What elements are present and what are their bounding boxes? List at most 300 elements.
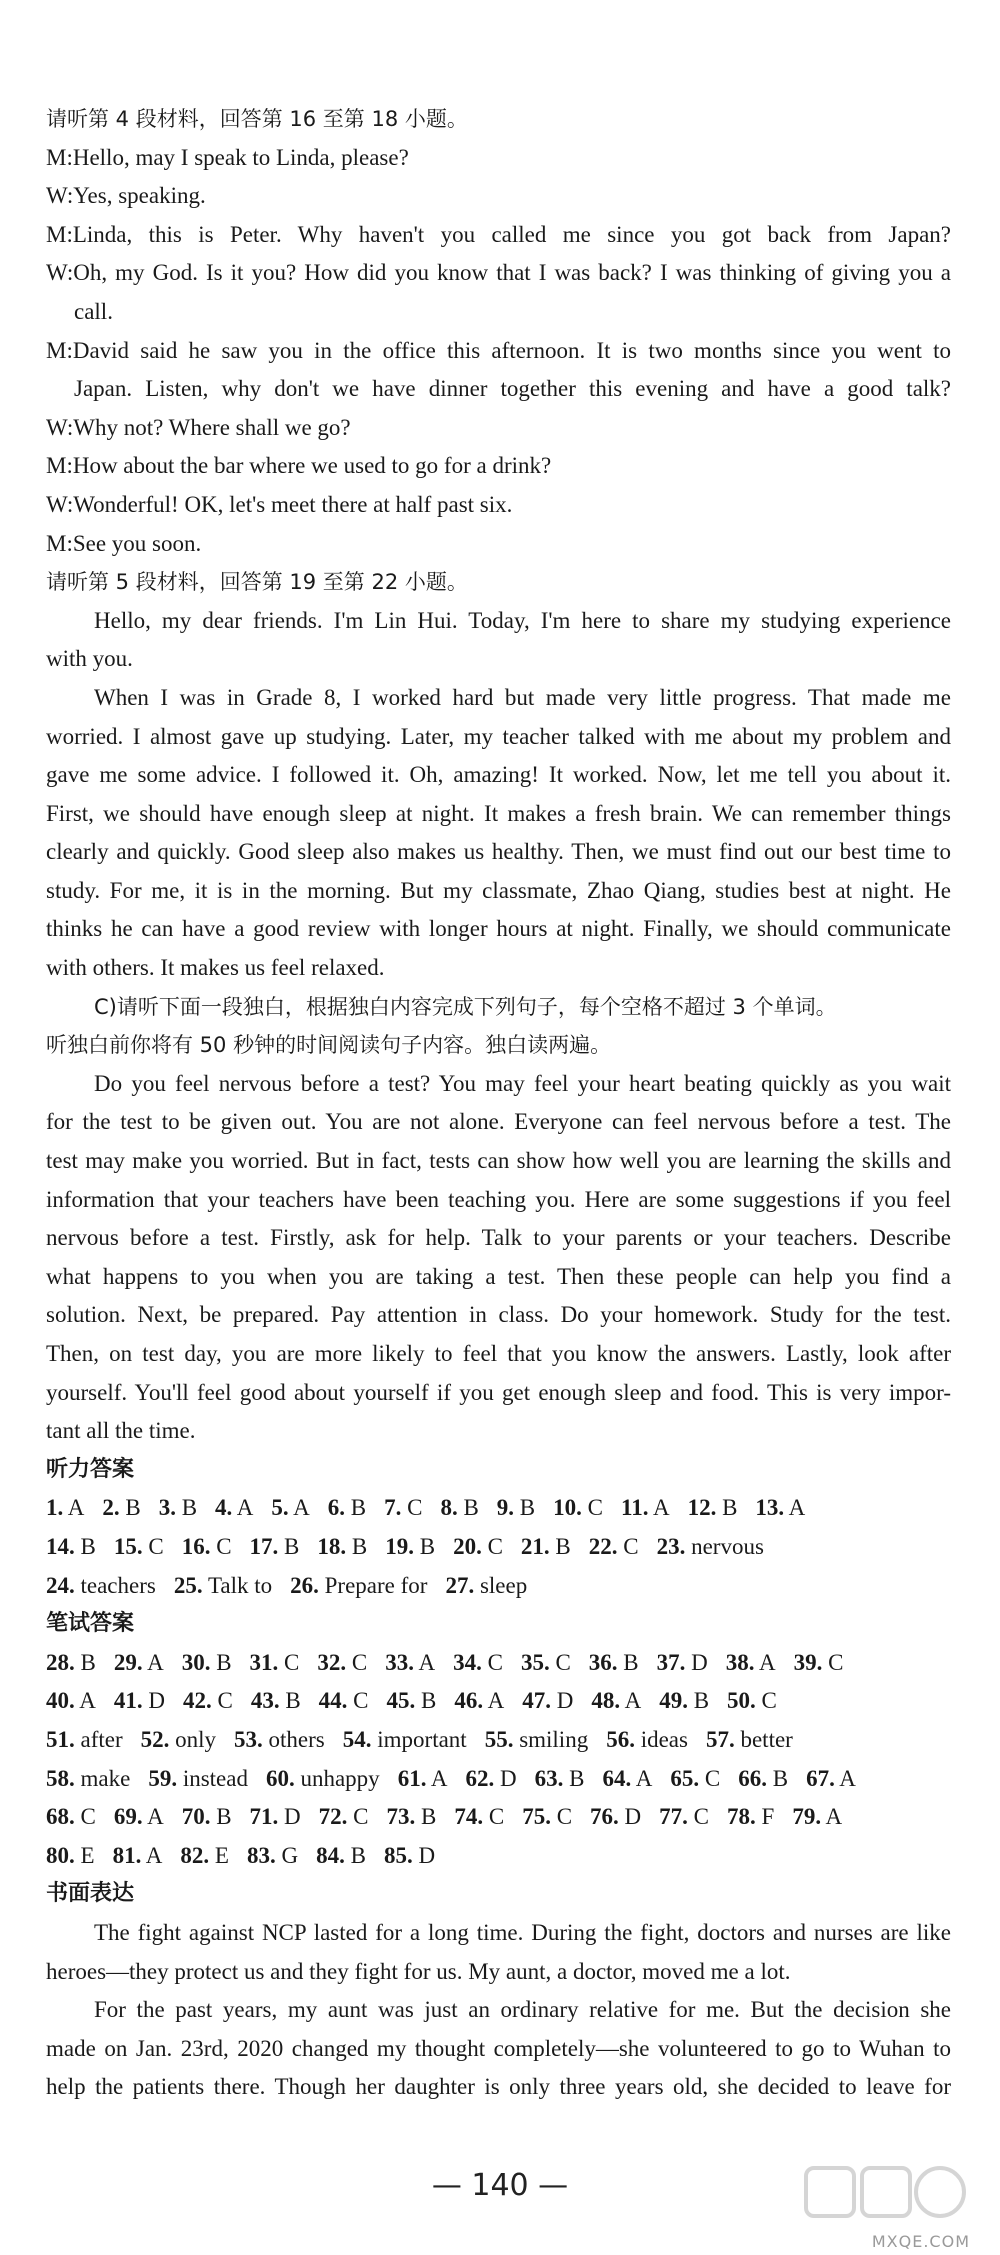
answer-item xyxy=(387,1798,437,1837)
answer-number: 4. xyxy=(215,1495,233,1521)
answer-row xyxy=(46,1760,951,1799)
answer-item xyxy=(316,1837,366,1876)
answer-number: 56. xyxy=(606,1726,635,1752)
passage-line: with others. It makes us feel relaxed. xyxy=(46,955,385,981)
answer-number: 28. xyxy=(46,1649,75,1675)
answer-number: 46. xyxy=(454,1688,484,1714)
answer-value: unhappy xyxy=(300,1765,380,1791)
answer-value: B xyxy=(350,1842,366,1868)
answer-value: B xyxy=(519,1495,536,1521)
answer-value: B xyxy=(216,1804,232,1830)
answer-number: 65. xyxy=(670,1765,700,1791)
answer-number: 41. xyxy=(113,1688,143,1714)
passage-line: with you. xyxy=(46,646,133,672)
answer-value: A xyxy=(788,1495,806,1521)
answer-value: D xyxy=(556,1688,574,1714)
answer-item xyxy=(46,1721,123,1760)
answer-item xyxy=(114,1798,164,1837)
answer-number: 85. xyxy=(383,1842,413,1868)
answer-value: C xyxy=(148,1533,164,1559)
answer-value: C xyxy=(587,1495,603,1521)
passage-line: For the past years, my aunt was just an ordinary relative for me. But the decision she xyxy=(94,1997,951,2023)
answer-number: 44. xyxy=(318,1688,348,1714)
answer-item xyxy=(250,1528,300,1567)
answer-value: B xyxy=(284,1533,300,1559)
answer-number: 67. xyxy=(806,1765,835,1791)
answer-number: 59. xyxy=(148,1765,178,1791)
answer-number: 39. xyxy=(793,1649,823,1675)
answer-number: 51. xyxy=(46,1726,75,1752)
answer-value: B xyxy=(125,1495,141,1521)
answer-item xyxy=(521,1644,571,1683)
passage-line: nervous before a test. Firstly, ask for help. Talk to your parents or your teachers. Describe xyxy=(46,1225,951,1251)
answer-item xyxy=(247,1837,298,1876)
answer-item xyxy=(250,1644,300,1683)
answer-number: 66. xyxy=(738,1765,767,1791)
dialogue-line: M:Linda, this is Peter. Why haven't you called me since you got back from Japan? xyxy=(46,221,951,247)
answer-number: 70. xyxy=(181,1804,211,1830)
answer-value: C xyxy=(353,1688,369,1714)
answer-value: C xyxy=(828,1649,844,1675)
answer-number: 40. xyxy=(46,1688,75,1714)
passage-line: clearly and quickly. Good sleep also makes us healthy. Then, we must find out our best time to xyxy=(46,839,951,865)
answer-value: A xyxy=(430,1765,448,1791)
answer-number: 77. xyxy=(659,1804,688,1830)
answer-item xyxy=(522,1682,573,1721)
answer-number: 79. xyxy=(792,1804,822,1830)
dialogue-line: M:David said he saw you in the office this afternoon. It is two months since you went to xyxy=(46,337,951,363)
answer-value: D xyxy=(148,1688,165,1714)
answer-item xyxy=(148,1760,248,1799)
passage-line: First, we should have enough sleep at night. It makes a fresh brain. We can remember things xyxy=(46,800,951,826)
answer-item xyxy=(46,1682,96,1721)
answer-value: A xyxy=(418,1649,436,1675)
answer-value: C xyxy=(487,1533,503,1559)
answer-value: A xyxy=(487,1688,505,1714)
listening-answers-heading: 听力答案 xyxy=(46,1456,135,1482)
answer-number: 84. xyxy=(316,1842,345,1868)
answer-value: A xyxy=(652,1495,670,1521)
answer-number: 81. xyxy=(112,1842,142,1868)
answer-value: A xyxy=(758,1649,776,1675)
answer-item xyxy=(792,1798,842,1837)
answer-item xyxy=(114,1644,164,1683)
answer-number: 82. xyxy=(180,1842,210,1868)
answer-value: A xyxy=(147,1804,164,1830)
answer-item xyxy=(384,1837,435,1876)
answer-number: 19. xyxy=(385,1533,414,1559)
answer-value: D xyxy=(691,1649,708,1675)
passage-line: When I was in Grade 8, I worked hard but made very little progress. That made me xyxy=(94,684,951,710)
answer-item xyxy=(497,1489,535,1528)
answer-item xyxy=(317,1644,367,1683)
answer-value: C xyxy=(704,1765,721,1791)
passage-line: solution. Next, be prepared. Pay attention in class. Do your homework. Study for the test. xyxy=(46,1302,951,1328)
passage-line: yourself. You'll feel good about yourself if you get enough sleep and food. This is very impor- xyxy=(46,1379,951,1405)
answer-value: E xyxy=(80,1842,95,1868)
answer-number: 34. xyxy=(453,1649,482,1675)
answer-item xyxy=(102,1489,140,1528)
answer-item xyxy=(46,1760,130,1799)
answer-item xyxy=(806,1760,856,1799)
answer-number: 53. xyxy=(234,1726,263,1752)
answer-number: 37. xyxy=(656,1649,686,1675)
answer-item xyxy=(738,1760,788,1799)
answer-number: 43. xyxy=(250,1688,280,1714)
answer-value: G xyxy=(281,1842,299,1868)
answer-number: 6. xyxy=(327,1495,346,1521)
answer-number: 69. xyxy=(113,1804,143,1830)
answer-number: 9. xyxy=(496,1495,515,1521)
answer-row xyxy=(46,1528,951,1567)
answer-row xyxy=(46,1682,951,1721)
answer-item xyxy=(251,1682,301,1721)
answer-value: B xyxy=(463,1495,479,1521)
answer-item xyxy=(46,1567,156,1606)
dialogue-line: W:Why not? Where shall we go? xyxy=(46,414,351,440)
answer-value: C xyxy=(555,1649,571,1675)
passage-line: gave me some advice. I followed it. Oh, amazing! It worked. Now, let me tell you about it. xyxy=(46,762,951,788)
answer-value: important xyxy=(377,1726,467,1752)
answer-number: 55. xyxy=(484,1726,514,1752)
answer-item xyxy=(250,1798,301,1837)
answer-row xyxy=(46,1837,951,1876)
answer-number: 64. xyxy=(602,1765,632,1791)
dialogue-line: W:Wonderful! OK, let's meet there at half past six. xyxy=(46,491,513,517)
watermark-url: MXQE.COM xyxy=(871,2232,970,2251)
answer-item xyxy=(46,1528,96,1567)
answer-number: 12. xyxy=(687,1495,717,1521)
answer-number: 17. xyxy=(249,1533,279,1559)
answer-item xyxy=(319,1682,369,1721)
answer-item xyxy=(727,1798,774,1837)
answer-number: 21. xyxy=(520,1533,550,1559)
answer-row xyxy=(46,1721,951,1760)
passage-line: tant all the time. xyxy=(46,1418,196,1444)
answer-number: 5. xyxy=(271,1495,289,1521)
answer-item xyxy=(485,1721,589,1760)
answer-item xyxy=(755,1489,805,1528)
passage-line: Then, on test day, you are more likely to feel that you know the answers. Lastly, look after xyxy=(46,1341,951,1366)
answer-value: B xyxy=(350,1495,367,1521)
answer-item xyxy=(589,1528,639,1567)
answer-number: 52. xyxy=(140,1726,170,1752)
watermark-logo-icon xyxy=(802,2160,972,2240)
passage-line: information that your teachers have been teaching you. Here are some suggestions if you feel xyxy=(46,1186,951,1212)
answer-value: smiling xyxy=(519,1726,589,1752)
answer-value: D xyxy=(624,1804,642,1830)
answer-number: 60. xyxy=(265,1765,295,1791)
dialogue-line: M:See you soon. xyxy=(46,530,202,556)
answer-item xyxy=(589,1644,639,1683)
passage-line: test may make you worried. But in fact, tests can show how well you are learning the skills and xyxy=(46,1148,951,1174)
answer-item xyxy=(266,1760,380,1799)
answer-value: C xyxy=(407,1495,423,1521)
answer-value: B xyxy=(285,1688,301,1714)
section4-heading: 请听第 4 段材料，回答第 16 至第 18 小题。 xyxy=(46,107,468,131)
answer-number: 24. xyxy=(46,1572,75,1598)
answer-item xyxy=(215,1489,253,1528)
answer-item xyxy=(317,1528,367,1567)
answer-item xyxy=(159,1489,197,1528)
answer-item xyxy=(343,1721,467,1760)
answer-value: others xyxy=(268,1726,325,1752)
answer-value: A xyxy=(236,1495,254,1521)
answer-number: 26. xyxy=(290,1572,319,1598)
answer-row xyxy=(46,1798,951,1837)
answer-value: make xyxy=(80,1765,131,1791)
passage-line: study. For me, it is in the morning. But my classmate, Zhao Qiang, studies best at night. He xyxy=(46,877,951,903)
answer-value: B xyxy=(569,1765,585,1791)
passage-line: The fight against NCP lasted for a long time. During the fight, doctors and nurses are like xyxy=(94,1919,951,1945)
answer-item xyxy=(466,1760,517,1799)
answer-item xyxy=(688,1489,738,1528)
answer-number: 54. xyxy=(342,1726,372,1752)
answer-item xyxy=(46,1837,95,1876)
answer-value: F xyxy=(761,1804,775,1830)
answer-value: A xyxy=(839,1765,856,1791)
answer-number: 2. xyxy=(102,1495,120,1521)
answer-number: 1. xyxy=(46,1495,64,1521)
answer-item xyxy=(398,1760,448,1799)
answer-number: 31. xyxy=(249,1649,279,1675)
passage-line: worried. I almost gave up studying. Later, my teacher talked with me about my problem and xyxy=(46,723,951,749)
answer-item xyxy=(46,1489,84,1528)
answer-value: D xyxy=(284,1804,301,1830)
page-content xyxy=(46,100,951,2107)
answer-item xyxy=(182,1798,232,1837)
answer-item xyxy=(180,1837,229,1876)
answer-number: 33. xyxy=(385,1649,414,1675)
written-answers-heading: 笔试答案 xyxy=(46,1611,135,1637)
answer-item xyxy=(384,1489,422,1528)
writing-heading: 书面表达 xyxy=(46,1881,135,1907)
answer-number: 3. xyxy=(158,1495,176,1521)
answer-number: 80. xyxy=(46,1842,75,1868)
answer-value: A xyxy=(145,1842,163,1868)
answer-number: 10. xyxy=(553,1495,582,1521)
dialogue-line: W:Oh, my God. Is it you? How did you know that I was back? I was thinking of giving you a xyxy=(46,260,951,286)
answer-item xyxy=(603,1760,653,1799)
answer-value: B xyxy=(80,1533,96,1559)
answer-value: Talk to xyxy=(207,1572,273,1598)
answer-item xyxy=(385,1528,435,1567)
answer-number: 8. xyxy=(440,1495,458,1521)
answer-number: 25. xyxy=(173,1572,203,1598)
answer-value: after xyxy=(80,1726,123,1752)
answer-row xyxy=(46,1567,951,1606)
answer-number: 68. xyxy=(46,1804,75,1830)
answer-value: C xyxy=(217,1688,233,1714)
answer-value: A xyxy=(67,1495,85,1521)
answer-item xyxy=(659,1798,709,1837)
passage-line: help the patients there. Though her daughter is only three years old, she decided to leave for xyxy=(46,2074,951,2100)
answer-item xyxy=(234,1721,325,1760)
answer-value: D xyxy=(418,1842,436,1868)
answer-item xyxy=(440,1489,478,1528)
monologue-passage xyxy=(46,1065,951,1451)
answer-value: B xyxy=(421,1688,437,1714)
answer-number: 48. xyxy=(591,1688,621,1714)
answer-value: C xyxy=(216,1533,232,1559)
passage-line: thinks he can have a good review with longer hours at night. Finally, we should communicate xyxy=(46,916,951,942)
answer-item xyxy=(794,1644,844,1683)
answer-number: 58. xyxy=(46,1765,75,1791)
answer-value: A xyxy=(79,1688,96,1714)
answer-number: 38. xyxy=(725,1649,755,1675)
answer-value: nervous xyxy=(691,1533,764,1559)
answer-value: B xyxy=(693,1688,710,1714)
answer-value: B xyxy=(772,1765,789,1791)
answer-number: 83. xyxy=(246,1842,276,1868)
answer-value: C xyxy=(693,1804,710,1830)
answer-item xyxy=(319,1798,369,1837)
answer-value: sleep xyxy=(479,1572,528,1598)
answer-item xyxy=(46,1644,96,1683)
passage-line: Do you feel nervous before a test? You may feel your heart beating quickly as you wait xyxy=(94,1070,951,1096)
answer-item xyxy=(726,1644,776,1683)
dialogue-line: M:Hello, may I speak to Linda, please? xyxy=(46,144,409,170)
section5-heading: 请听第 5 段材料，回答第 19 至第 22 小题。 xyxy=(46,570,468,595)
passage-line: for the test to be given out. You are not alone. Everyone can feel nervous before a test. The xyxy=(46,1109,951,1135)
answer-number: 45. xyxy=(386,1688,416,1714)
answer-value: B xyxy=(351,1533,368,1559)
answer-number: 7. xyxy=(384,1495,402,1521)
answer-item xyxy=(621,1489,670,1528)
answer-item xyxy=(454,1682,504,1721)
answer-item xyxy=(113,1837,163,1876)
writing-passage xyxy=(46,1914,951,2107)
answer-item xyxy=(535,1760,585,1799)
answer-item xyxy=(141,1721,216,1760)
answer-number: 57. xyxy=(705,1726,735,1752)
instruction-line: 听独白前你将有 50 秒钟的时间阅读句子内容。独白读两遍。 xyxy=(46,1033,612,1058)
answer-item xyxy=(183,1682,233,1721)
answer-value: instead xyxy=(182,1765,248,1791)
answer-item xyxy=(657,1644,708,1683)
answer-value: A xyxy=(825,1804,843,1830)
answer-item xyxy=(387,1682,437,1721)
dialogue-line: call. xyxy=(74,298,113,324)
answer-item xyxy=(385,1644,435,1683)
answer-value: Prepare for xyxy=(324,1572,428,1598)
dialogue-line: M:How about the bar where we used to go for a drink? xyxy=(46,453,552,479)
answer-item xyxy=(606,1721,688,1760)
answer-value: A xyxy=(624,1688,642,1714)
answer-item xyxy=(114,1682,165,1721)
answer-row xyxy=(46,1489,951,1528)
answer-number: 14. xyxy=(46,1533,75,1559)
answer-number: 11. xyxy=(620,1495,649,1521)
answer-number: 72. xyxy=(318,1804,348,1830)
answer-value: C xyxy=(80,1804,96,1830)
answer-value: C xyxy=(487,1649,503,1675)
answer-item xyxy=(445,1567,527,1606)
answer-item xyxy=(174,1567,272,1606)
answer-item xyxy=(657,1528,764,1567)
answer-number: 36. xyxy=(588,1649,618,1675)
answer-value: C xyxy=(353,1804,369,1830)
answer-value: C xyxy=(556,1804,573,1830)
answer-number: 62. xyxy=(465,1765,495,1791)
answer-number: 23. xyxy=(656,1533,686,1559)
answer-value: B xyxy=(555,1533,571,1559)
written-answers xyxy=(46,1644,951,1876)
answer-number: 71. xyxy=(249,1804,279,1830)
answer-number: 76. xyxy=(590,1804,619,1830)
answer-number: 50. xyxy=(727,1688,756,1714)
answer-number: 27. xyxy=(445,1572,475,1598)
answer-item xyxy=(590,1798,641,1837)
answer-item xyxy=(670,1760,720,1799)
section-c-instructions xyxy=(46,988,951,1065)
answer-number: 63. xyxy=(534,1765,564,1791)
answer-value: A xyxy=(293,1495,310,1521)
answer-number: 61. xyxy=(397,1765,427,1791)
passage-line: heroes—they protect us and they fight for us. My aunt, a doctor, moved me a lot. xyxy=(46,1958,791,1984)
answer-number: 32. xyxy=(317,1649,347,1675)
answer-item xyxy=(454,1798,504,1837)
answer-value: D xyxy=(500,1765,517,1791)
answer-value: B xyxy=(181,1495,198,1521)
answer-value: E xyxy=(214,1842,229,1868)
page-number: — 140 — xyxy=(431,2168,569,2203)
answer-value: C xyxy=(488,1804,505,1830)
answer-number: 20. xyxy=(453,1533,482,1559)
answer-value: only xyxy=(175,1726,217,1752)
dialogue-section4 xyxy=(46,139,951,564)
answer-number: 78. xyxy=(727,1804,756,1830)
answer-item xyxy=(46,1798,96,1837)
answer-item xyxy=(182,1644,232,1683)
answer-number: 47. xyxy=(522,1688,551,1714)
answer-item xyxy=(522,1798,572,1837)
answer-value: teachers xyxy=(80,1572,156,1598)
answer-value: C xyxy=(623,1533,639,1559)
answer-value: B xyxy=(623,1649,639,1675)
answer-value: B xyxy=(419,1533,436,1559)
answer-number: 16. xyxy=(181,1533,211,1559)
answer-number: 75. xyxy=(522,1804,551,1830)
answer-value: B xyxy=(421,1804,437,1830)
dialogue-line: Japan. Listen, why don't we have dinner together this evening and have a good talk? xyxy=(74,376,951,402)
instruction-line: C)请听下面一段独白，根据独白内容完成下列句子，每个空格不超过 3 个单词。 xyxy=(94,994,837,1019)
answer-item xyxy=(591,1682,641,1721)
answer-number: 30. xyxy=(181,1649,211,1675)
answer-number: 42. xyxy=(182,1688,212,1714)
answer-item xyxy=(453,1644,503,1683)
answer-value: B xyxy=(80,1649,96,1675)
answer-value: B xyxy=(722,1495,738,1521)
answer-value: C xyxy=(351,1649,368,1675)
answer-number: 13. xyxy=(755,1495,785,1521)
answer-number: 22. xyxy=(588,1533,618,1559)
answer-value: C xyxy=(761,1688,777,1714)
answer-item xyxy=(553,1489,603,1528)
answer-item xyxy=(659,1682,709,1721)
answer-number: 15. xyxy=(113,1533,143,1559)
answer-value: A xyxy=(635,1765,653,1791)
answer-item xyxy=(521,1528,571,1567)
answer-number: 29. xyxy=(113,1649,143,1675)
answer-item xyxy=(271,1489,309,1528)
answer-number: 74. xyxy=(454,1804,484,1830)
passage-line: made on Jan. 23rd, 2020 changed my thought completely—she volunteered to go to Wuhan to xyxy=(46,2035,951,2061)
listening-answers xyxy=(46,1489,951,1605)
answer-item xyxy=(453,1528,503,1567)
passage-line: what happens to you when you are taking a test. Then these people can help you find a xyxy=(46,1263,951,1289)
answer-value: C xyxy=(284,1649,300,1675)
